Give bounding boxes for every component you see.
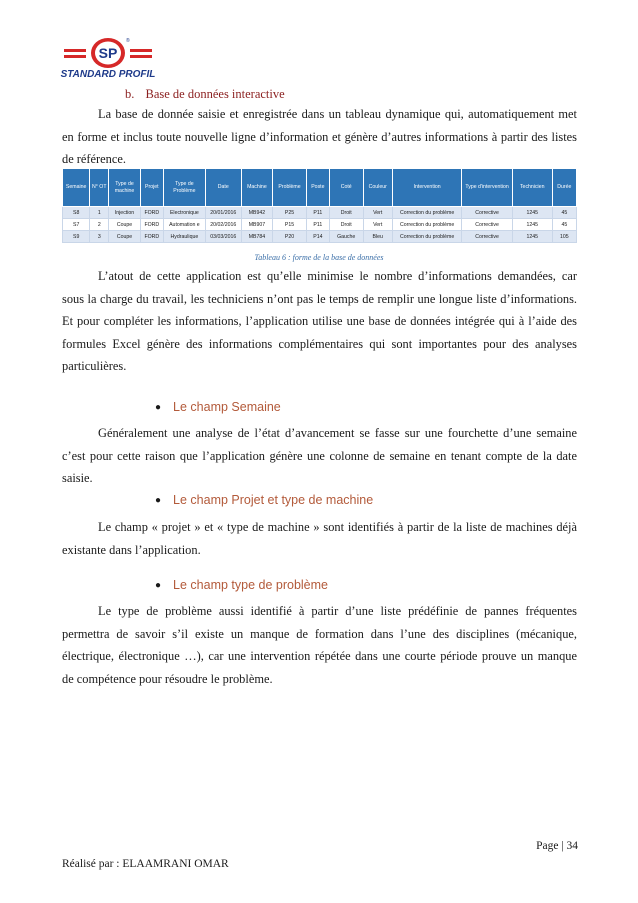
table-cell: Automation e — [163, 219, 205, 231]
table-cell: P14 — [306, 231, 329, 243]
table-cell: Vert — [363, 219, 392, 231]
table-cell: MB907 — [241, 219, 273, 231]
database-table — [62, 168, 577, 243]
table-cell: Corrective — [462, 219, 512, 231]
text-line: de compétence pour résoudre le problème. — [62, 671, 273, 686]
table-cell: S8 — [63, 207, 90, 219]
bullet-icon: ● — [155, 495, 162, 507]
table-cell: MB784 — [241, 231, 273, 243]
table-cell: 20/01/2016 — [205, 207, 241, 219]
bullet-semaine — [155, 400, 281, 414]
text-line: électrique, électronique …), car une intervention répétée dans une courte période prouve un manque — [62, 649, 577, 663]
paragraph-atout — [62, 265, 577, 378]
company-logo — [60, 36, 156, 80]
bullet-projet — [155, 493, 373, 507]
table-cell: P15 — [273, 219, 307, 231]
col-header: Semaine — [63, 169, 90, 207]
bullet-probleme — [155, 578, 328, 592]
text-line: Généralement une analyse de l’état d’avancement se fasse sur une fourchette d’une semaine — [98, 426, 577, 440]
footer-author: Réalisé par : ELAAMRANI OMAR — [62, 858, 229, 870]
text-line: c’est pour cette raison que l’application génère une colonne de semaine en tenant compte de la date — [62, 448, 577, 463]
text-line: Le type de problème aussi identifié à partir d’une liste prédéfinie de pannes fréquentes — [98, 604, 577, 618]
table-cell: 3 — [90, 231, 109, 243]
table-cell: 03/03/2016 — [205, 231, 241, 243]
table-cell: P11 — [306, 207, 329, 219]
table-cell: Bleu — [363, 231, 392, 243]
table-cell: Coupe — [109, 231, 141, 243]
table-cell: Gauche — [329, 231, 363, 243]
text-line: formules Excel génère des informations complémentaires qui sont importantes pour des analyses — [62, 336, 577, 351]
col-header: Type de Problème — [163, 169, 205, 207]
table-cell: S9 — [63, 231, 90, 243]
table-cell: 1 — [90, 207, 109, 219]
svg-text:®: ® — [126, 38, 130, 44]
table-cell: 20/02/2016 — [205, 219, 241, 231]
bullet-label: Le champ Semaine — [173, 400, 281, 414]
col-header: Couleur — [363, 169, 392, 207]
text-line: sous la charge du travail, les techniciens n’ont pas le temps de remplir une longue liste d’informations. — [62, 291, 577, 306]
col-header: Date — [205, 169, 241, 207]
col-header: Type de machine — [109, 169, 141, 207]
col-header: Coté — [329, 169, 363, 207]
table-cell: 1245 — [512, 219, 552, 231]
text-line: saisie. — [62, 471, 93, 485]
bullet-label: Le champ type de problème — [173, 578, 329, 592]
table-cell: Vert — [363, 207, 392, 219]
table-cell: 105 — [552, 231, 576, 243]
col-header: Problème — [273, 169, 307, 207]
table-cell: MB942 — [241, 207, 273, 219]
table-cell: Droit — [329, 219, 363, 231]
table-cell: 45 — [552, 219, 576, 231]
text-line: particulières. — [62, 359, 127, 373]
table-cell: Coupe — [109, 219, 141, 231]
intro-paragraph — [62, 103, 577, 171]
section-letter: b. — [125, 87, 135, 101]
table-cell: Corrective — [462, 231, 512, 243]
table-cell: Injection — [109, 207, 141, 219]
table-row — [63, 207, 577, 219]
table-row — [63, 219, 577, 231]
section-heading — [125, 87, 285, 102]
table-header-row — [63, 169, 577, 207]
table-cell: S7 — [63, 219, 90, 231]
table-cell: FORD — [140, 207, 163, 219]
bullet-icon: ● — [155, 402, 162, 414]
table-cell: 1245 — [512, 231, 552, 243]
col-header: N° OT — [90, 169, 109, 207]
table-cell: 1245 — [512, 207, 552, 219]
text-line: existante dans l’application. — [62, 542, 201, 557]
table-cell: Corrective — [462, 207, 512, 219]
paragraph-semaine — [62, 422, 577, 490]
table-cell: P11 — [306, 219, 329, 231]
table-cell: 45 — [552, 207, 576, 219]
bullet-label: Le champ Projet et type de machine — [173, 493, 374, 507]
table-cell: P20 — [273, 231, 307, 243]
col-header: Machine — [241, 169, 273, 207]
table-cell: Correction du problème — [392, 219, 461, 231]
table-cell: Electronique — [163, 207, 205, 219]
col-header: Technicien — [512, 169, 552, 207]
table-cell: FORD — [140, 231, 163, 243]
col-header: Intervention — [392, 169, 461, 207]
text-line: permettra de savoir s’il existe un manque de formation dans l’une des disciplines (mécanique, — [62, 626, 577, 641]
svg-text:SP: SP — [98, 45, 118, 61]
logo-wordmark: STANDARD PROFIL — [60, 69, 156, 80]
paragraph-projet — [62, 516, 577, 561]
table-cell: 2 — [90, 219, 109, 231]
table-cell: Correction du problème — [392, 231, 461, 243]
page-number: Page | 34 — [536, 840, 578, 852]
table-cell: Correction du problème — [392, 207, 461, 219]
table-row — [63, 231, 577, 243]
text-line: La base de donnée saisie et enregistrée dans un tableau dynamique qui, automatiquement met — [98, 107, 577, 121]
col-header: Projet — [140, 169, 163, 207]
text-line: de référence. — [62, 152, 126, 166]
table-cell: FORD — [140, 219, 163, 231]
text-line: Le champ « projet » et « type de machine » sont identifiés à partir de la liste de machines déjà — [98, 520, 577, 534]
table-caption: Tableau 6 : forme de la base de données — [254, 253, 384, 262]
section-title: Base de données interactive — [145, 87, 285, 101]
bullet-icon: ● — [155, 580, 162, 592]
paragraph-probleme — [62, 600, 577, 690]
col-header: Durée — [552, 169, 576, 207]
table-cell: P25 — [273, 207, 307, 219]
text-line: en forme et inclus toute nouvelle ligne d’information et génère d’autres informations à partir des listes — [62, 129, 577, 144]
logo-mark-icon — [64, 37, 152, 68]
text-line: Et pour compléter les informations, l’application utilise une base de données intégrée qui à l’aide des — [62, 314, 577, 328]
text-line: L’atout de cette application est qu’elle minimise le nombre d’informations demandées, car — [98, 269, 577, 283]
table-cell: Droit — [329, 207, 363, 219]
table-cell: Hydraulique — [163, 231, 205, 243]
col-header: Type d'intervention — [462, 169, 512, 207]
col-header: Poste — [306, 169, 329, 207]
